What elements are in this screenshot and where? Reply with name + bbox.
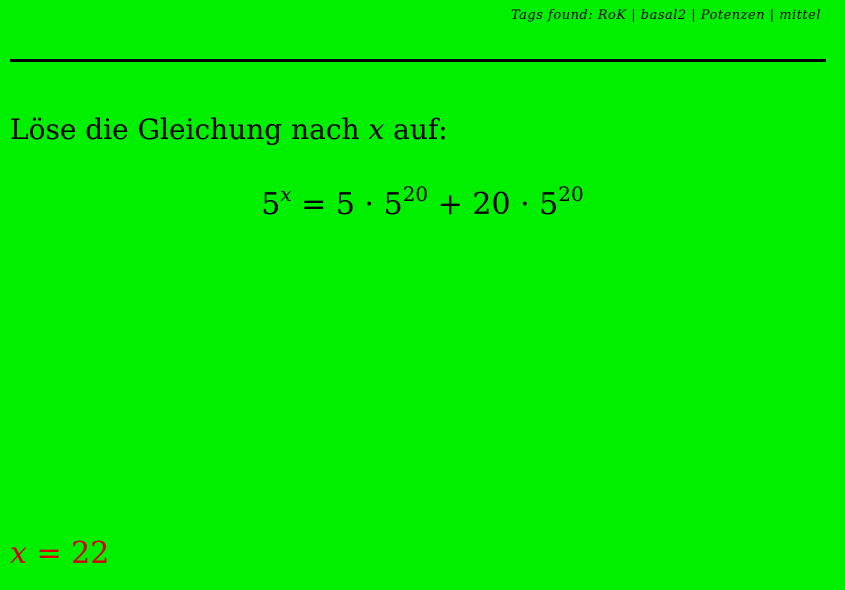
equation — [0, 184, 845, 222]
question-prompt — [10, 113, 448, 146]
plus-sign: + — [428, 187, 473, 222]
term2-coefficient: 20 — [472, 187, 511, 222]
term2-exponent: 20 — [558, 182, 584, 206]
dot-operator-1: · — [354, 187, 384, 222]
dot-operator-2: · — [510, 187, 540, 222]
term2-base: 5 — [539, 187, 559, 222]
term1-base: 5 — [383, 187, 403, 222]
tags-line: Tags found: RoK | basal2 | Potenzen | mittel — [511, 8, 821, 23]
prompt-variable: x — [368, 113, 385, 146]
lhs-base: 5 — [261, 187, 281, 222]
equals-sign: = — [291, 187, 336, 222]
prompt-text-before: Löse die Gleichung nach — [10, 113, 369, 146]
prompt-text-after: auf: — [384, 113, 448, 146]
lhs-exponent: x — [280, 182, 292, 206]
term1-coefficient: 5 — [335, 187, 355, 222]
header-divider — [10, 59, 826, 62]
answer-value: 22 — [71, 536, 110, 571]
answer-equals: = — [26, 536, 72, 571]
term1-exponent: 20 — [402, 182, 429, 206]
answer — [10, 536, 109, 571]
answer-variable: x — [10, 536, 27, 571]
